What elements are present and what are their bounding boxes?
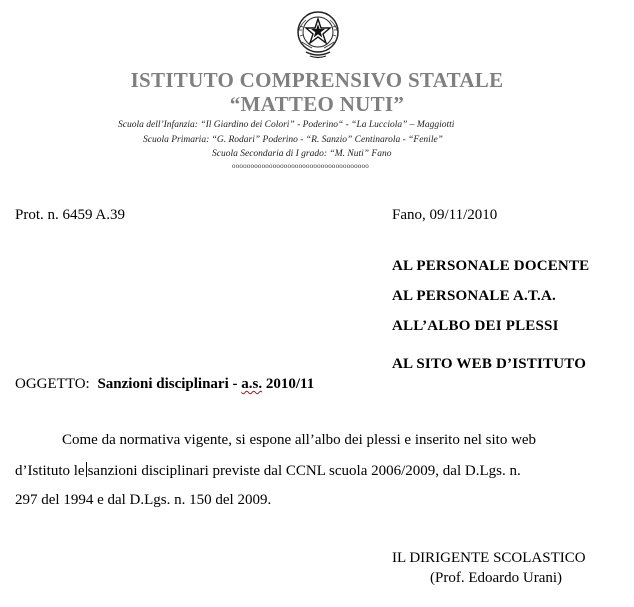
body-paragraph-line: 297 del 1994 e dal D.Lgs. n. 150 del 2009. [15, 492, 272, 508]
recipient-ata-staff: AL PERSONALE A.T.A. [392, 288, 556, 304]
body-text-part: sanzioni disciplinari previste dal CCNL scuola 2006/2009, dal D.Lgs. n. [87, 463, 521, 479]
subject-line [15, 376, 314, 393]
school-list-secondaria: Scuola Secondaria di I grado: “M. Nuti” Fano [212, 149, 392, 159]
body-paragraph-line [15, 462, 521, 480]
institute-name: ISTITUTO COMPRENSIVO STATALE [130, 68, 504, 92]
spellcheck-marked-word: a.s. [241, 376, 263, 392]
signature-name: (Prof. Edoardo Urani) [430, 570, 563, 586]
subject-text-part: Sanzioni disciplinari - [97, 376, 242, 392]
signature-title: IL DIRIGENTE SCOLASTICO [392, 550, 586, 566]
subject-text [97, 376, 314, 392]
header-divider: ooooooooooooooooooooooooooooooooooooo [232, 162, 369, 170]
protocol-number: Prot. n. 6459 A.39 [15, 207, 126, 223]
school-list-primaria: Scuola Primaria: “G. Rodari” Poderino - “R. Sanzio” Centinarola - “Fenile” [143, 135, 443, 145]
text-cursor[interactable] [86, 462, 87, 477]
recipient-website: AL SITO WEB D’ISTITUTO [392, 356, 587, 372]
subject-label: OGGETTO: [15, 376, 90, 392]
italian-republic-emblem-icon [292, 8, 344, 62]
school-list-infanzia: Scuola dell’Infanzia: “Il Giardino dei Colori” - Poderino“ - “La Lucciola” – Maggiotti [118, 120, 455, 130]
place-date: Fano, 09/11/2010 [392, 207, 498, 223]
recipient-notice-board: ALL’ALBO DEI PLESSI [392, 318, 559, 334]
body-paragraph-line: Come da normativa vigente, si espone all’albo dei plessi e inserito nel sito web [62, 432, 537, 448]
institute-subname: “MATTEO NUTI” [229, 92, 405, 116]
recipient-teachers: AL PERSONALE DOCENTE [392, 258, 590, 274]
subject-text-part: 2010/11 [262, 376, 315, 392]
body-text-part: d’Istituto le [15, 463, 85, 479]
